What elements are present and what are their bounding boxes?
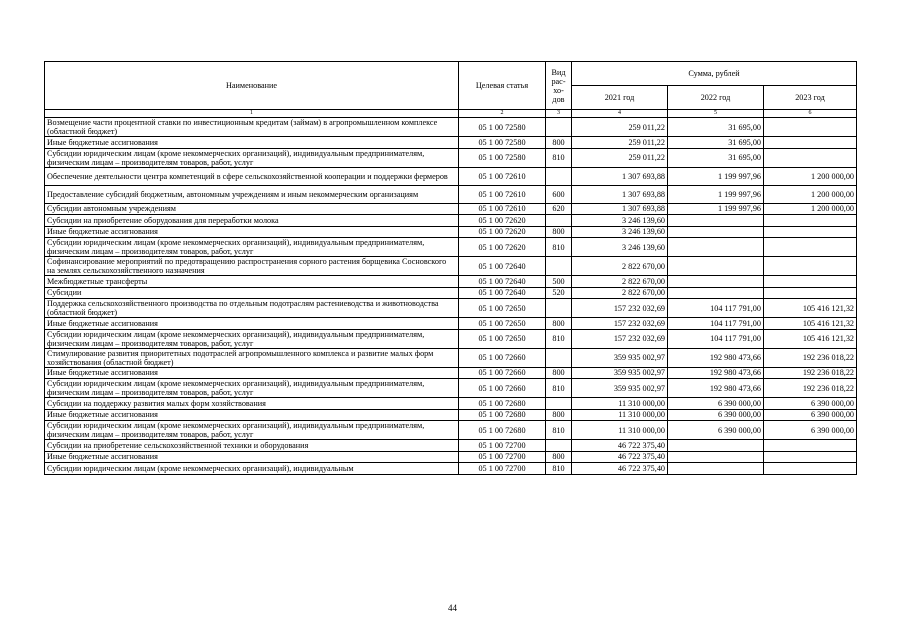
budget-table: [44, 61, 857, 475]
table-row: [45, 238, 857, 257]
row-sum-2022: 104 117 791,00: [668, 318, 764, 330]
table-row: [45, 148, 857, 167]
row-expense-type: [546, 348, 572, 367]
row-expense-type: 620: [546, 203, 572, 215]
row-sum-2021: 2 822 670,00: [572, 276, 668, 288]
header-name: Наименование: [45, 62, 459, 110]
row-sum-2023: 1 200 000,00: [764, 185, 857, 203]
row-target-article: 05 1 00 72640: [459, 257, 546, 276]
row-name: Субсидии юридическим лицам (кроме некоммерческих организаций), индивидуальным предпринимателям, физическим лицам – производителям товаров, работ, услуг: [45, 379, 459, 398]
row-target-article: 05 1 00 72650: [459, 329, 546, 348]
header-expense-type: Вид рас-хо-дов: [546, 62, 572, 110]
row-target-article: 05 1 00 72580: [459, 137, 546, 149]
row-expense-type: 500: [546, 276, 572, 288]
row-target-article: 05 1 00 72620: [459, 226, 546, 238]
table-row: [45, 118, 857, 137]
row-target-article: 05 1 00 72610: [459, 185, 546, 203]
row-name: Софинансирование мероприятий по предотвращению распространения сорного растения борщевика Сосновского на землях сельскохозяйственного назначения: [45, 257, 459, 276]
row-expense-type: 810: [546, 421, 572, 440]
row-sum-2021: 157 232 032,69: [572, 318, 668, 330]
table-body: [45, 118, 857, 475]
row-target-article: 05 1 00 72660: [459, 367, 546, 379]
header-sum: Сумма, рублей: [572, 62, 857, 86]
column-number: 1: [45, 110, 459, 118]
row-sum-2021: 1 307 693,88: [572, 203, 668, 215]
row-sum-2023: 192 236 018,22: [764, 348, 857, 367]
row-name: Субсидии юридическим лицам (кроме некоммерческих организаций), индивидуальным предпринимателям, физическим лицам – производителям товаров, работ, услуг: [45, 421, 459, 440]
header-year-2022: 2022 год: [668, 86, 764, 110]
table-row: [45, 318, 857, 330]
row-sum-2022: 1 199 997,96: [668, 167, 764, 185]
row-sum-2023: 105 416 121,32: [764, 318, 857, 330]
table-row: [45, 421, 857, 440]
row-target-article: 05 1 00 72620: [459, 238, 546, 257]
row-name: Возмещение части процентной ставки по инвестиционным кредитам (займам) в агропромышленном комплексе (областной бюджет): [45, 118, 459, 137]
row-sum-2023: [764, 440, 857, 452]
row-expense-type: [546, 167, 572, 185]
column-number: 5: [668, 110, 764, 118]
row-sum-2021: 359 935 002,97: [572, 367, 668, 379]
row-expense-type: 800: [546, 226, 572, 238]
row-target-article: 05 1 00 72680: [459, 421, 546, 440]
row-sum-2021: 1 307 693,88: [572, 167, 668, 185]
row-sum-2021: 359 935 002,97: [572, 379, 668, 398]
row-target-article: 05 1 00 72700: [459, 463, 546, 475]
row-expense-type: [546, 398, 572, 410]
row-sum-2022: 192 980 473,66: [668, 348, 764, 367]
row-sum-2022: [668, 257, 764, 276]
row-sum-2022: [668, 226, 764, 238]
row-expense-type: [546, 299, 572, 318]
row-sum-2023: 1 200 000,00: [764, 203, 857, 215]
row-sum-2023: 6 390 000,00: [764, 409, 857, 421]
row-sum-2021: 46 722 375,40: [572, 440, 668, 452]
table-row: [45, 440, 857, 452]
table-row: [45, 398, 857, 410]
row-name: Субсидии юридическим лицам (кроме некоммерческих организаций), индивидуальным предпринимателям, физическим лицам – производителям товаров, работ, услуг: [45, 148, 459, 167]
row-sum-2021: 11 310 000,00: [572, 421, 668, 440]
row-name: Предоставление субсидий бюджетным, автономным учреждениям и иным некоммерческим организациям: [45, 185, 459, 203]
row-expense-type: [546, 118, 572, 137]
row-name: Иные бюджетные ассигнования: [45, 367, 459, 379]
row-sum-2023: 6 390 000,00: [764, 421, 857, 440]
row-sum-2021: 259 011,22: [572, 137, 668, 149]
row-expense-type: 800: [546, 137, 572, 149]
row-expense-type: [546, 440, 572, 452]
table-row: [45, 348, 857, 367]
row-sum-2022: 31 695,00: [668, 137, 764, 149]
row-target-article: 05 1 00 72660: [459, 348, 546, 367]
row-name: Стимулирование развития приоритетных подотраслей агропромышленного комплекса и развитие малых форм хозяйствования (областной бюджет): [45, 348, 459, 367]
row-name: Субсидии на приобретение сельскохозяйственной техники и оборудования: [45, 440, 459, 452]
row-target-article: 05 1 00 72700: [459, 451, 546, 463]
row-target-article: 05 1 00 72610: [459, 167, 546, 185]
row-expense-type: 810: [546, 379, 572, 398]
row-name: Обеспечение деятельности центра компетенций в сфере сельскохозяйственной кооперации и поддержки фермеров: [45, 167, 459, 185]
row-sum-2021: 259 011,22: [572, 148, 668, 167]
row-sum-2021: 11 310 000,00: [572, 398, 668, 410]
column-number: 6: [764, 110, 857, 118]
row-name: Иные бюджетные ассигнования: [45, 137, 459, 149]
row-expense-type: 810: [546, 329, 572, 348]
header-year-2023: 2023 год: [764, 86, 857, 110]
row-name: Иные бюджетные ассигнования: [45, 451, 459, 463]
table-row: [45, 299, 857, 318]
row-sum-2022: 192 980 473,66: [668, 367, 764, 379]
row-sum-2021: 157 232 032,69: [572, 299, 668, 318]
table-row: [45, 409, 857, 421]
row-target-article: 05 1 00 72660: [459, 379, 546, 398]
column-number: 2: [459, 110, 546, 118]
table-row: [45, 367, 857, 379]
row-name: Субсидии юридическим лицам (кроме некоммерческих организаций), индивидуальным предпринимателям, физическим лицам – производителям товаров, работ, услуг: [45, 238, 459, 257]
row-sum-2023: [764, 287, 857, 299]
row-expense-type: 810: [546, 238, 572, 257]
column-number-row: [45, 110, 857, 118]
row-expense-type: 800: [546, 318, 572, 330]
row-sum-2023: 6 390 000,00: [764, 398, 857, 410]
table-row: [45, 287, 857, 299]
row-sum-2022: [668, 451, 764, 463]
row-sum-2021: 3 246 139,60: [572, 238, 668, 257]
row-sum-2023: [764, 238, 857, 257]
row-sum-2023: [764, 148, 857, 167]
row-name: Субсидии на поддержку развития малых форм хозяйствования: [45, 398, 459, 410]
column-number: 3: [546, 110, 572, 118]
row-name: Иные бюджетные ассигнования: [45, 226, 459, 238]
table-row: [45, 257, 857, 276]
header-year-2021: 2021 год: [572, 86, 668, 110]
row-sum-2021: 2 822 670,00: [572, 257, 668, 276]
row-sum-2023: [764, 226, 857, 238]
row-sum-2022: [668, 215, 764, 227]
row-sum-2023: 1 200 000,00: [764, 167, 857, 185]
table-row: [45, 203, 857, 215]
row-name: Субсидии автономным учреждениям: [45, 203, 459, 215]
row-sum-2023: [764, 215, 857, 227]
row-sum-2023: 192 236 018,22: [764, 367, 857, 379]
row-name: Субсидии юридическим лицам (кроме некоммерческих организаций), индивидуальным: [45, 463, 459, 475]
row-sum-2022: 1 199 997,96: [668, 185, 764, 203]
row-sum-2022: 6 390 000,00: [668, 398, 764, 410]
row-name: Субсидии: [45, 287, 459, 299]
row-sum-2021: 46 722 375,40: [572, 451, 668, 463]
row-sum-2021: 2 822 670,00: [572, 287, 668, 299]
row-sum-2022: [668, 463, 764, 475]
row-sum-2021: 1 307 693,88: [572, 185, 668, 203]
row-expense-type: 810: [546, 148, 572, 167]
table-row: [45, 215, 857, 227]
table-row: [45, 463, 857, 475]
row-target-article: 05 1 00 72680: [459, 398, 546, 410]
table-row: [45, 379, 857, 398]
row-name: Субсидии юридическим лицам (кроме некоммерческих организаций), индивидуальным предпринимателям, физическим лицам – производителям товаров, работ, услуг: [45, 329, 459, 348]
row-expense-type: 800: [546, 451, 572, 463]
row-target-article: 05 1 00 72650: [459, 299, 546, 318]
row-sum-2021: 3 246 139,60: [572, 215, 668, 227]
row-sum-2023: 105 416 121,32: [764, 299, 857, 318]
column-number: 4: [572, 110, 668, 118]
row-sum-2022: 104 117 791,00: [668, 329, 764, 348]
row-target-article: 05 1 00 72610: [459, 203, 546, 215]
row-name: Иные бюджетные ассигнования: [45, 318, 459, 330]
table-row: [45, 185, 857, 203]
row-sum-2023: [764, 276, 857, 288]
row-sum-2023: [764, 463, 857, 475]
row-sum-2021: 259 011,22: [572, 118, 668, 137]
page-number: 44: [448, 603, 457, 613]
row-sum-2023: 105 416 121,32: [764, 329, 857, 348]
row-sum-2022: [668, 276, 764, 288]
row-sum-2022: 31 695,00: [668, 148, 764, 167]
table-row: [45, 137, 857, 149]
table-row: [45, 276, 857, 288]
row-sum-2022: 6 390 000,00: [668, 421, 764, 440]
row-sum-2021: 11 310 000,00: [572, 409, 668, 421]
row-expense-type: [546, 215, 572, 227]
row-target-article: 05 1 00 72620: [459, 215, 546, 227]
row-expense-type: 810: [546, 463, 572, 475]
table-row: [45, 226, 857, 238]
row-target-article: 05 1 00 72650: [459, 318, 546, 330]
row-sum-2022: 104 117 791,00: [668, 299, 764, 318]
row-sum-2022: 192 980 473,66: [668, 379, 764, 398]
table-row: [45, 451, 857, 463]
row-sum-2021: 3 246 139,60: [572, 226, 668, 238]
table-row: [45, 167, 857, 185]
row-sum-2022: 1 199 997,96: [668, 203, 764, 215]
row-target-article: 05 1 00 72640: [459, 287, 546, 299]
table-row: [45, 329, 857, 348]
row-sum-2022: [668, 238, 764, 257]
row-expense-type: [546, 257, 572, 276]
row-target-article: 05 1 00 72640: [459, 276, 546, 288]
row-sum-2021: 46 722 375,40: [572, 463, 668, 475]
row-sum-2022: 31 695,00: [668, 118, 764, 137]
row-expense-type: 800: [546, 409, 572, 421]
row-sum-2023: [764, 137, 857, 149]
row-expense-type: 600: [546, 185, 572, 203]
row-target-article: 05 1 00 72580: [459, 148, 546, 167]
header-target-article: Целевая статья: [459, 62, 546, 110]
row-target-article: 05 1 00 72700: [459, 440, 546, 452]
row-target-article: 05 1 00 72680: [459, 409, 546, 421]
row-sum-2023: 192 236 018,22: [764, 379, 857, 398]
row-expense-type: 800: [546, 367, 572, 379]
row-sum-2022: [668, 440, 764, 452]
row-name: Иные бюджетные ассигнования: [45, 409, 459, 421]
row-target-article: 05 1 00 72580: [459, 118, 546, 137]
row-name: Субсидии на приобретение оборудования для переработки молока: [45, 215, 459, 227]
row-name: Поддержка сельскохозяйственного производства по отдельным подотраслям растениеводства и животноводства (областной бюджет): [45, 299, 459, 318]
row-sum-2023: [764, 118, 857, 137]
row-sum-2022: 6 390 000,00: [668, 409, 764, 421]
row-expense-type: 520: [546, 287, 572, 299]
row-sum-2023: [764, 451, 857, 463]
row-sum-2021: 157 232 032,69: [572, 329, 668, 348]
row-name: Межбюджетные трансферты: [45, 276, 459, 288]
row-sum-2023: [764, 257, 857, 276]
row-sum-2022: [668, 287, 764, 299]
row-sum-2021: 359 935 002,97: [572, 348, 668, 367]
